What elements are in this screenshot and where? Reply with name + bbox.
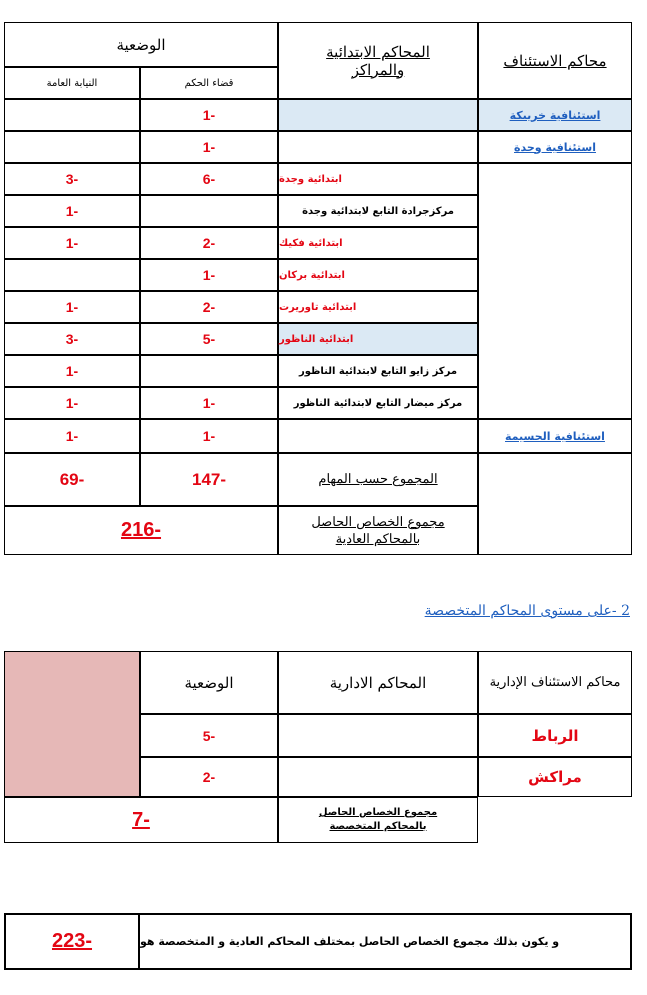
appeal-oujda-span xyxy=(478,163,632,419)
header-public-prosecution: النيابة العامة xyxy=(4,67,140,99)
total-ordinary-value: 216- xyxy=(4,506,278,555)
row-court xyxy=(278,419,478,453)
row-status: 5- xyxy=(140,714,278,757)
row-appeal-rabat: الرباط xyxy=(478,714,632,757)
row-prosecution xyxy=(4,99,140,131)
header-admin-appeal: محاكم الاستئناف الإدارية xyxy=(478,651,632,714)
row-judiciary xyxy=(140,195,278,227)
section-title-specialized: 2 -على مستوى المحاكم المتخصصة xyxy=(424,603,630,619)
header-admin-courts: المحاكم الادارية xyxy=(278,651,478,714)
total-judiciary: 147- xyxy=(140,453,278,506)
row-court xyxy=(278,131,478,163)
row-judiciary: 1- xyxy=(140,131,278,163)
row-prosecution: 3- xyxy=(4,323,140,355)
row-court xyxy=(278,99,478,131)
row-appeal-marrakech: مراكش xyxy=(478,757,632,797)
row-prosecution xyxy=(4,259,140,291)
row-court: ابتدائية فكيك xyxy=(278,227,478,259)
total-specialized-value: 7- xyxy=(4,797,278,843)
total-ordinary-label: مجموع الخصاص الحاصل بالمحاكم العادية xyxy=(278,506,478,555)
row-court xyxy=(278,714,478,757)
row-prosecution: 3- xyxy=(4,163,140,195)
row-appeal: استئنافية الحسيمة xyxy=(478,419,632,453)
row-appeal: استئنافية خريبكة xyxy=(478,99,632,131)
row-prosecution xyxy=(4,131,140,163)
row-prosecution: 1- xyxy=(4,227,140,259)
pink-block xyxy=(4,651,140,797)
total-prosecution: 69- xyxy=(4,453,140,506)
header-appeal: محاكم الاستئناف xyxy=(478,22,632,99)
row-judiciary: 1- xyxy=(140,419,278,453)
row-court: مركز ميضار التابع لابتدائية الناظور xyxy=(278,387,478,419)
total-appeal-empty xyxy=(478,453,632,555)
grand-total-label: و يكون بذلك مجموع الخصاص الحاصل بمختلف المحاكم العادية و المتخصصة هو xyxy=(138,913,632,970)
row-court xyxy=(278,757,478,797)
row-status: 2- xyxy=(140,757,278,797)
row-judiciary: 5- xyxy=(140,323,278,355)
row-judiciary: 6- xyxy=(140,163,278,195)
row-court: ابتدائية بركان xyxy=(278,259,478,291)
row-judiciary: 1- xyxy=(140,387,278,419)
row-court: ابتدائية وجدة xyxy=(278,163,478,195)
row-judiciary: 2- xyxy=(140,291,278,323)
row-judiciary: 2- xyxy=(140,227,278,259)
header-first-instance: المحاكم الابتدائية والمراكز xyxy=(278,22,478,99)
header-status: الوضعية xyxy=(4,22,278,67)
row-court: مركز زايو التابع لابتدائية الناظور xyxy=(278,355,478,387)
row-prosecution: 1- xyxy=(4,419,140,453)
row-court: ابتدائية تاوريرت xyxy=(278,291,478,323)
total-by-role-label: المجموع حسب المهام xyxy=(278,453,478,506)
row-judiciary: 1- xyxy=(140,259,278,291)
row-court: مركزجرادة التابع لابتدائية وجدة xyxy=(278,195,478,227)
row-prosecution: 1- xyxy=(4,355,140,387)
row-prosecution: 1- xyxy=(4,291,140,323)
row-judiciary: 1- xyxy=(140,99,278,131)
grand-total-value: 223- xyxy=(4,913,140,970)
row-court: ابتدائية الناظور xyxy=(278,323,478,355)
total-specialized-label: مجموع الخصاص الحاصل بالمحاكم المتخصصة xyxy=(278,797,478,843)
header-judiciary: قضاء الحكم xyxy=(140,67,278,99)
row-prosecution: 1- xyxy=(4,387,140,419)
header-status: الوضعية xyxy=(140,651,278,714)
row-appeal: استئنافية وجدة xyxy=(478,131,632,163)
row-prosecution: 1- xyxy=(4,195,140,227)
row-judiciary xyxy=(140,355,278,387)
